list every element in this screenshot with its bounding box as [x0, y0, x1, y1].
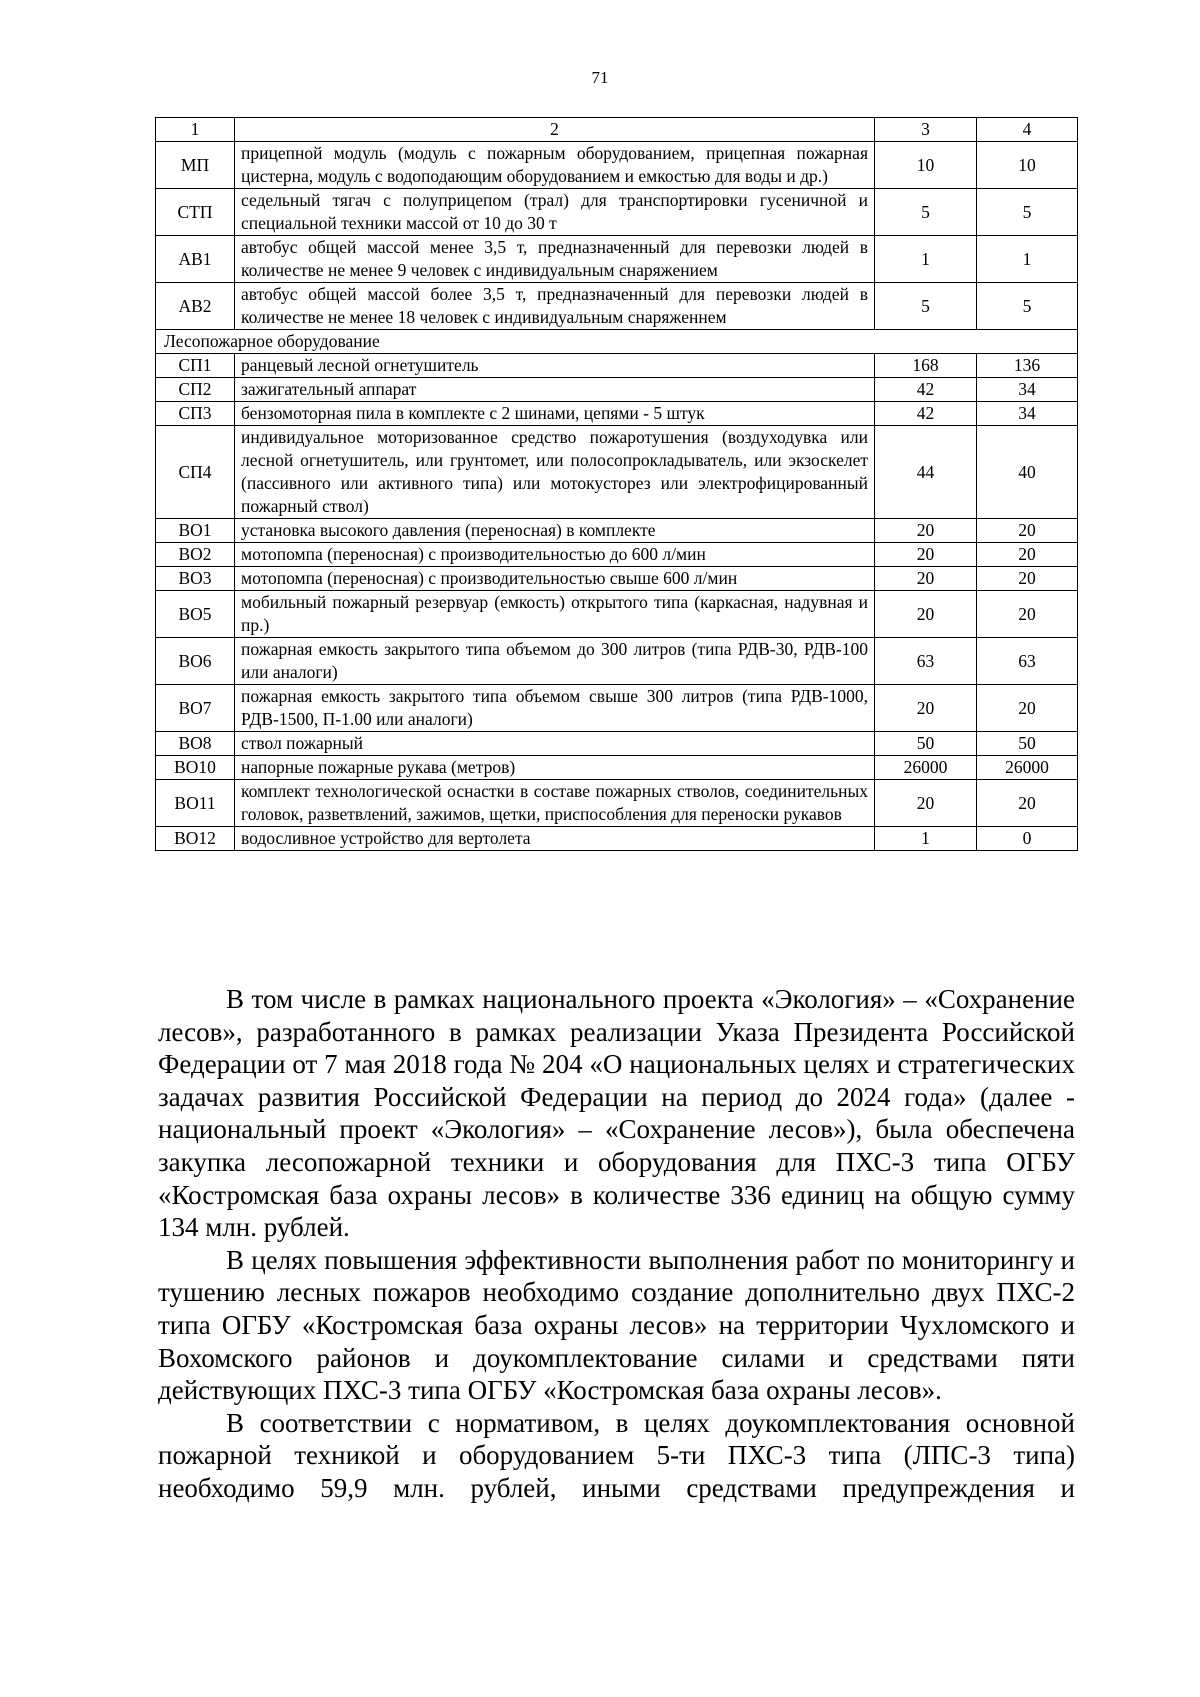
row-value-col4: 34: [977, 378, 1078, 402]
body-text: [158, 983, 1075, 1505]
row-value-col4: 136: [977, 354, 1078, 378]
table-row: [156, 402, 1078, 426]
row-description: установка высокого давления (переносная) в комплекте: [235, 519, 875, 543]
row-value-col4: 5: [977, 283, 1078, 330]
row-value-col3: 42: [875, 378, 977, 402]
table-row: [156, 780, 1078, 827]
section-title: Лесопожарное оборудование: [156, 330, 1078, 354]
row-description: автобус общей массой более 3,5 т, предназначенный для перевозки людей в количестве не менее 18 человек с индивидуальным снаряженнем: [235, 283, 875, 330]
row-description: пожарная емкость закрытого типа объемом свыше 300 литров (типа РДВ-1000, РДВ-1500, П-1.00 или аналоги): [235, 685, 875, 732]
row-value-col4: 26000: [977, 756, 1078, 780]
row-code: СП4: [156, 426, 235, 519]
row-description: водосливное устройство для вертолета: [235, 827, 875, 851]
row-description: седельный тягач с полуприцепом (трал) для транспортировки гусеничной и специальной техники массой от 10 до 30 т: [235, 189, 875, 236]
row-value-col4: 0: [977, 827, 1078, 851]
paragraph: В целях повышения эффективности выполнения работ по мониторингу и тушению лесных пожаров необходимо создание дополнительно двух ПХС-2 типа ОГБУ «Костромская база охраны лесов» на территории Чухломского и Вохомского районов и доукомплектование силами и средствами пяти действующих ПХС-3 типа ОГБУ «Костромская база охраны лесов».: [158, 1244, 1075, 1406]
table-section-row: [156, 330, 1078, 354]
row-code: ВО2: [156, 543, 235, 567]
row-value-col4: 5: [977, 189, 1078, 236]
row-value-col3: 44: [875, 426, 977, 519]
row-code: СП3: [156, 402, 235, 426]
row-value-col3: 50: [875, 732, 977, 756]
row-value-col4: 50: [977, 732, 1078, 756]
table-row: [156, 283, 1078, 330]
row-value-col3: 20: [875, 685, 977, 732]
row-value-col4: 1: [977, 236, 1078, 283]
row-description: напорные пожарные рукава (метров): [235, 756, 875, 780]
table-row: [156, 756, 1078, 780]
row-description: пожарная емкость закрытого типа объемом до 300 литров (типа РДВ-30, РДВ-100 или аналоги): [235, 638, 875, 685]
row-description: автобус общей массой менее 3,5 т, предназначенный для перевозки людей в количестве не менее 9 человек с индивидуальным снаряжением: [235, 236, 875, 283]
row-description: мотопомпа (переносная) с производительностью свыше 600 л/мин: [235, 567, 875, 591]
row-description: ствол пожарный: [235, 732, 875, 756]
row-value-col4: 34: [977, 402, 1078, 426]
row-value-col4: 63: [977, 638, 1078, 685]
row-value-col3: 20: [875, 780, 977, 827]
row-code: ВО7: [156, 685, 235, 732]
row-value-col3: 1: [875, 827, 977, 851]
equipment-table: [155, 117, 1078, 851]
page-number: 71: [591, 68, 609, 87]
row-value-col3: 26000: [875, 756, 977, 780]
row-code: ВО6: [156, 638, 235, 685]
table-row: [156, 543, 1078, 567]
row-value-col3: 5: [875, 189, 977, 236]
row-value-col4: 20: [977, 543, 1078, 567]
table-row: [156, 685, 1078, 732]
row-value-col3: 63: [875, 638, 977, 685]
row-description: комплект технологической оснастки в составе пожарных стволов, соединительных головок, разветвлений, зажимов, щетки, приспособления для переноски рукавов: [235, 780, 875, 827]
row-code: ВО8: [156, 732, 235, 756]
row-code: ВО5: [156, 591, 235, 638]
table-row: [156, 354, 1078, 378]
paragraph: В том числе в рамках национального проекта «Экология» – «Сохранение лесов», разработанного в рамках реализации Указа Президента Российской Федерации от 7 мая 2018 года № 204 «О национальных целях и стратегических задачах развития Российской Федерации на период до 2024 года» (далее - национальный проект «Экология» – «Сохранение лесов»), была обеспечена закупка лесопожарной техники и оборудования для ПХС-3 типа ОГБУ «Костромская база охраны лесов» в количестве 336 единиц на общую сумму 134 млн. рублей.: [158, 984, 1075, 1243]
table-row: [156, 142, 1078, 189]
row-value-col4: 20: [977, 685, 1078, 732]
row-description: индивидуальное моторизованное средство пожаротушения (воздуходувка или лесной огнетушитель, или грунтомет, или полосопрокладыватель, или экзоскелет (пассивного или активного типа) или мотокусторез или электрофицированный пожарный ствол): [235, 426, 875, 519]
row-code: СП2: [156, 378, 235, 402]
table-row: [156, 519, 1078, 543]
table-row: [156, 567, 1078, 591]
row-value-col3: 20: [875, 519, 977, 543]
row-code: ВО11: [156, 780, 235, 827]
row-code: ВО1: [156, 519, 235, 543]
row-value-col3: 10: [875, 142, 977, 189]
row-value-col3: 1: [875, 236, 977, 283]
row-description: мобильный пожарный резервуар (емкость) открытого типа (каркасная, надувная и пр.): [235, 591, 875, 638]
table-row: [156, 426, 1078, 519]
header-cell: 4: [977, 118, 1078, 142]
table-row: [156, 189, 1078, 236]
row-value-col4: 20: [977, 591, 1078, 638]
table-row: [156, 732, 1078, 756]
table-row: [156, 236, 1078, 283]
header-cell: 2: [235, 118, 875, 142]
table-row: [156, 638, 1078, 685]
table-row: [156, 827, 1078, 851]
row-description: прицепной модуль (модуль с пожарным оборудованием, прицепная пожарная цистерна, модуль с водоподающим оборудованием и емкостью для воды и др.): [235, 142, 875, 189]
row-value-col4: 20: [977, 780, 1078, 827]
row-value-col3: 5: [875, 283, 977, 330]
row-code: ВО10: [156, 756, 235, 780]
row-value-col3: 168: [875, 354, 977, 378]
header-cell: 3: [875, 118, 977, 142]
equipment-table-body: [156, 118, 1078, 851]
row-code: АВ2: [156, 283, 235, 330]
paragraph: В соответствии с нормативом, в целях доукомплектования основной пожарной техникой и оборудованием 5-ти ПХС-3 типа (ЛПС-3 типа) необходимо 59,9 млн. рублей, иными средствами предупреждения и: [158, 1407, 1075, 1503]
row-description: мотопомпа (переносная) с производительностью до 600 л/мин: [235, 543, 875, 567]
row-description: бензомоторная пила в комплекте с 2 шинами, цепями - 5 штук: [235, 402, 875, 426]
row-value-col3: 20: [875, 567, 977, 591]
row-code: МП: [156, 142, 235, 189]
table-header-row: [156, 118, 1078, 142]
table-row: [156, 378, 1078, 402]
row-value-col3: 42: [875, 402, 977, 426]
row-value-col4: 20: [977, 567, 1078, 591]
row-value-col4: 40: [977, 426, 1078, 519]
row-value-col3: 20: [875, 543, 977, 567]
row-code: СТП: [156, 189, 235, 236]
row-code: ВО12: [156, 827, 235, 851]
row-code: АВ1: [156, 236, 235, 283]
row-description: зажигательный аппарат: [235, 378, 875, 402]
row-code: ВО3: [156, 567, 235, 591]
row-description: ранцевый лесной огнетушитель: [235, 354, 875, 378]
header-cell: 1: [156, 118, 235, 142]
row-value-col4: 20: [977, 519, 1078, 543]
row-value-col3: 20: [875, 591, 977, 638]
table-row: [156, 591, 1078, 638]
row-code: СП1: [156, 354, 235, 378]
row-value-col4: 10: [977, 142, 1078, 189]
